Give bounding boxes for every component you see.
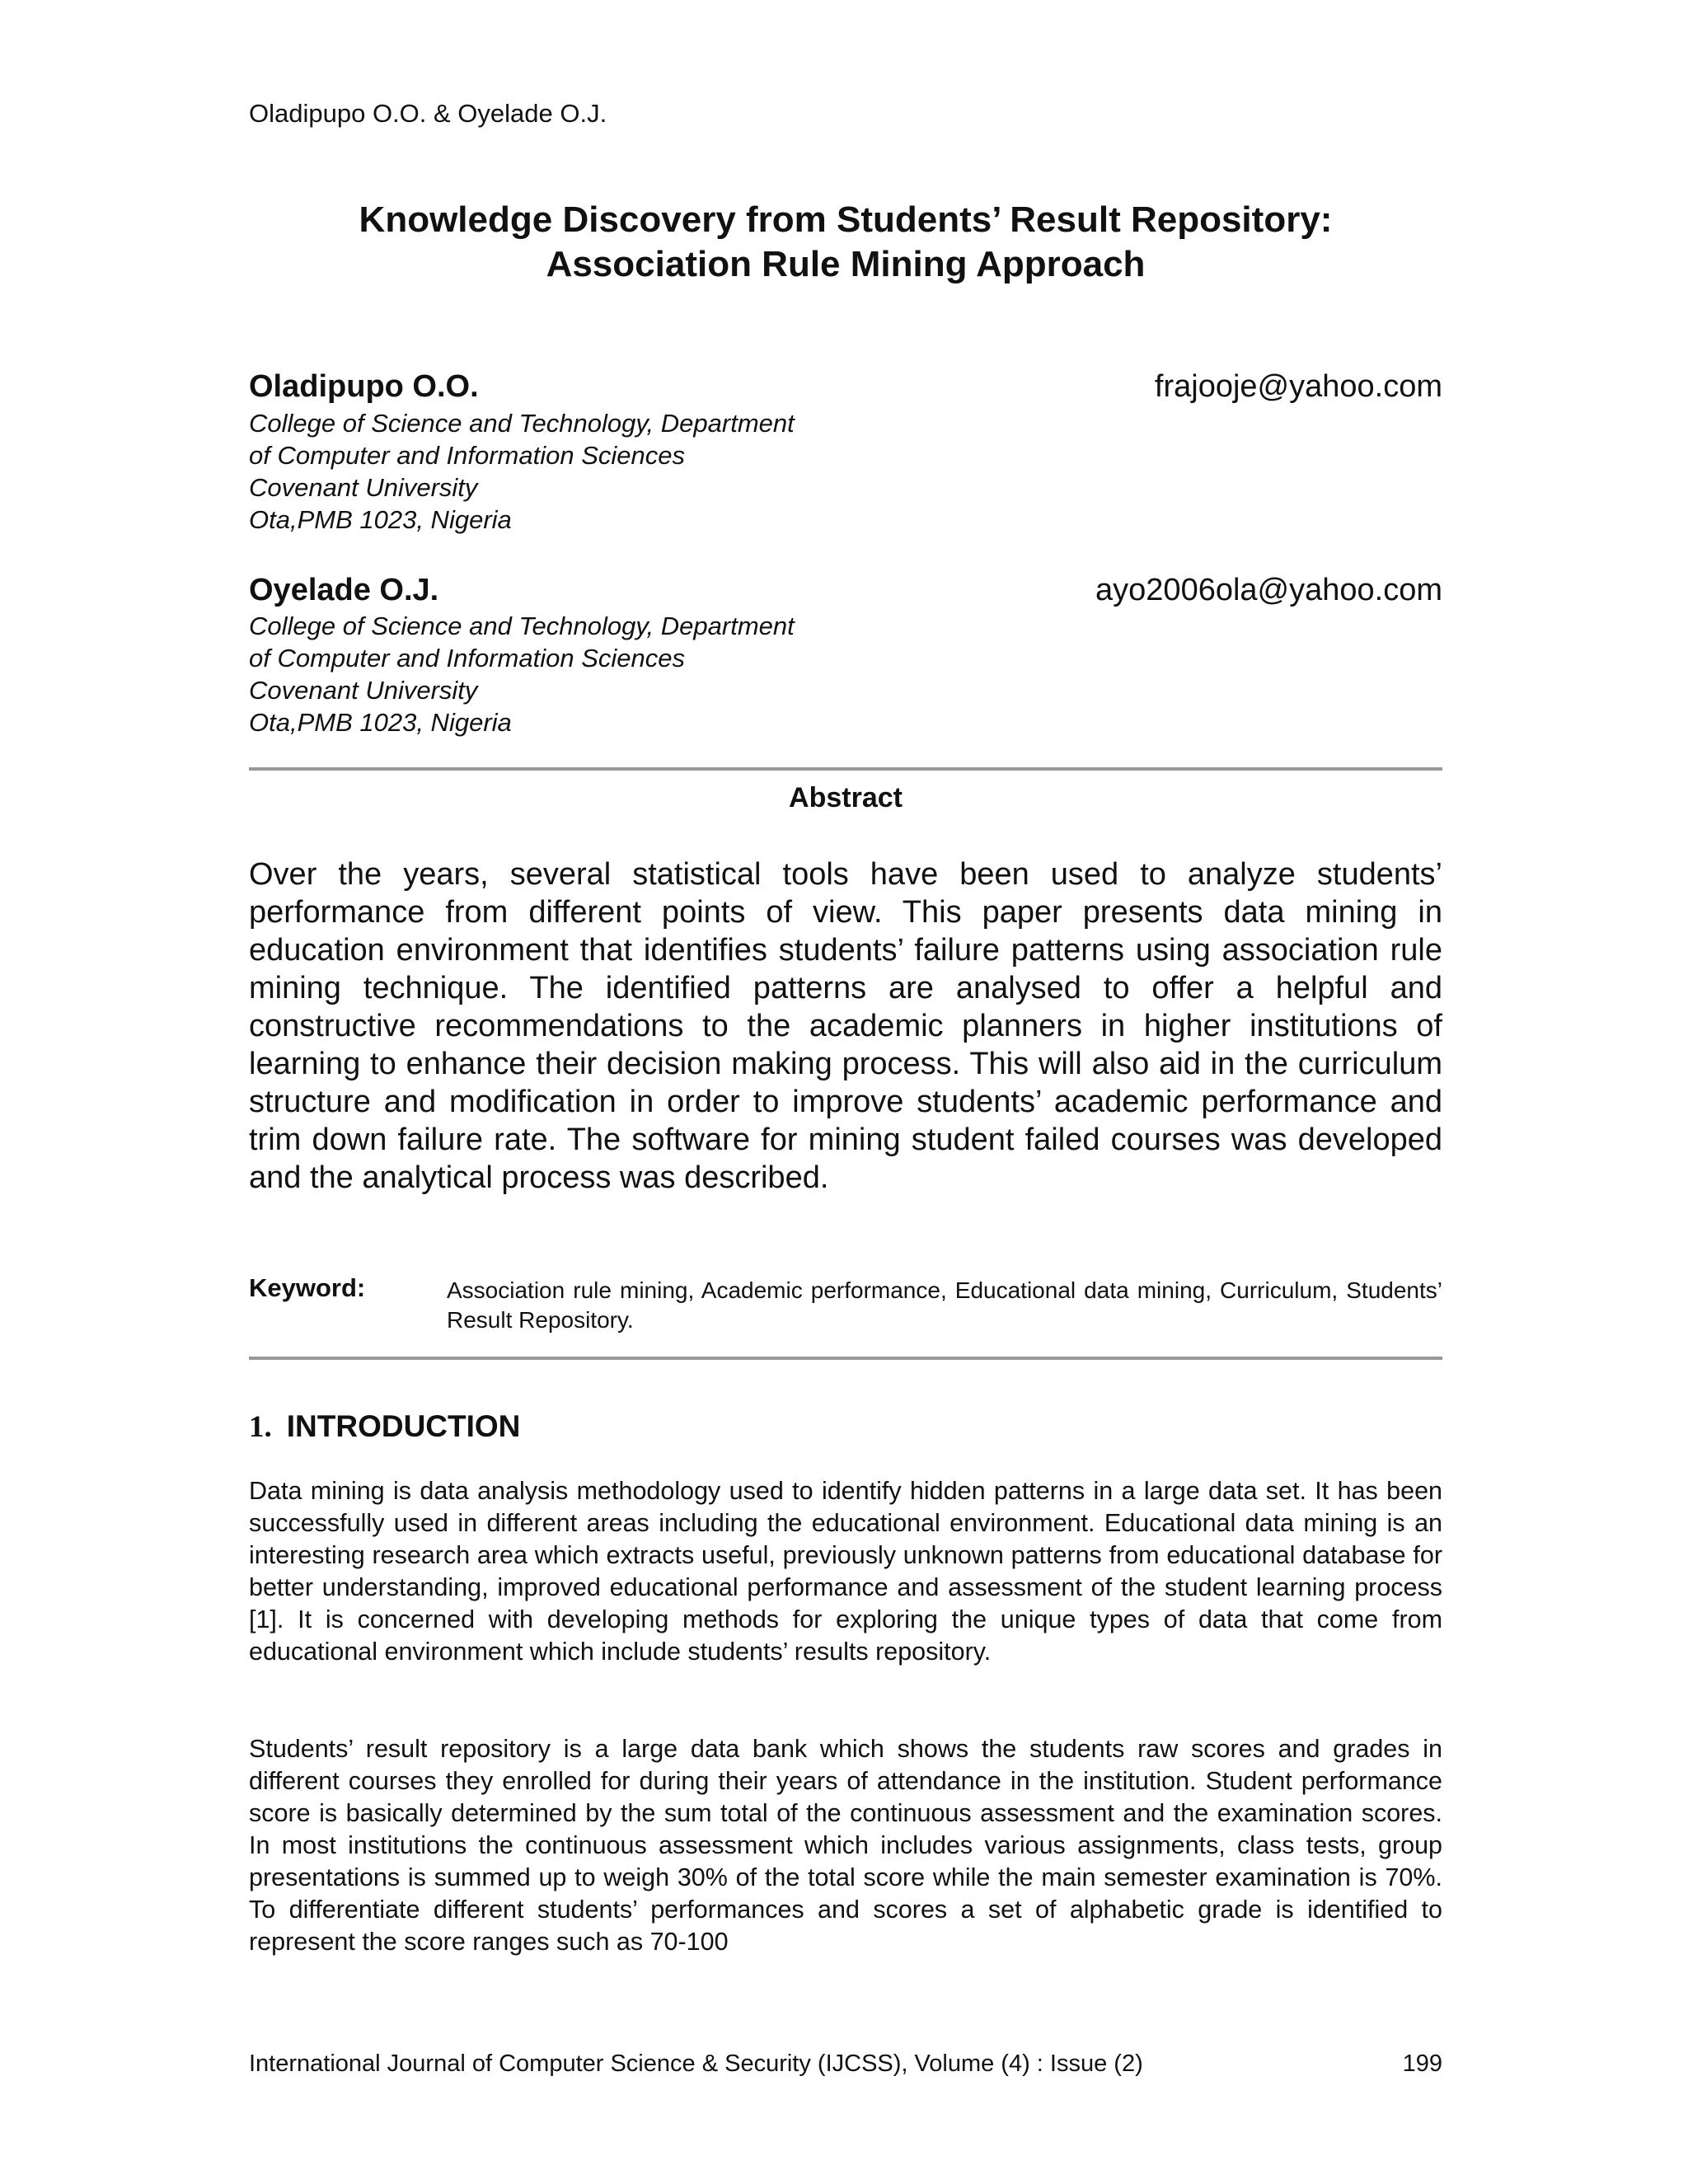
divider-top <box>249 767 1442 771</box>
keyword-text: Association rule mining, Academic performance, Educational data mining, Curriculum, Students’ Result Repository. <box>447 1277 1442 1333</box>
affiliation-line: of Computer and Information Sciences <box>249 644 685 673</box>
footer-journal: International Journal of Computer Science & Security (IJCSS), Volume (4) : Issue (2) <box>249 2050 1143 2077</box>
paper-title <box>249 198 1442 287</box>
affiliation-line: of Computer and Information Sciences <box>249 441 685 470</box>
author-2-name: Oyelade O.J. <box>249 573 439 607</box>
intro-paragraph-2: Students’ result repository is a large data bank which shows the students raw scores and grades in different courses they enrolled for during their years of attendance in the institution. Student performance score is basically determined by the sum total of the continuous assessment and the examination scores. In most institutions the continuous assessment which includes various assignments, class tests, group presentations is summed up to weigh 30% of the total score while the main semester examination is 70%. To differentiate different students’ performances and scores a set of alphabetic grade is identified to represent the score ranges such as 70-100 <box>249 1735 1442 1956</box>
affiliation-line: Covenant University <box>249 676 478 705</box>
affiliation-line: Ota,PMB 1023, Nigeria <box>249 708 512 737</box>
author-1-affiliation <box>249 407 795 536</box>
section-heading <box>249 1409 520 1445</box>
affiliation-line: Covenant University <box>249 473 478 502</box>
author-1-name: Oladipupo O.O. <box>249 369 479 404</box>
footer-page-number: 199 <box>1402 2050 1442 2077</box>
running-head: Oladipupo O.O. & Oyelade O.J. <box>249 99 607 128</box>
abstract-text: Over the years, several statistical tools have been used to analyze students’ performance from different points of view. This paper presents data mining in education environment that identifies students’ failure patterns using association rule mining technique. The identified patterns are analysed to offer a helpful and constructive recommendations to the academic planners in higher institutions of learning to enhance their decision making process. This will also aid in the curriculum structure and modification in order to improve students’ academic performance and trim down failure rate. The software for mining student failed courses was developed and the analytical process was described. <box>249 857 1442 1195</box>
abstract-heading: Abstract <box>789 782 903 813</box>
author-2-affiliation <box>249 610 795 738</box>
affiliation-line: Ota,PMB 1023, Nigeria <box>249 505 512 534</box>
divider-bottom <box>249 1357 1442 1360</box>
section-number: 1. <box>249 1410 272 1444</box>
intro-paragraph-1: Data mining is data analysis methodology used to identify hidden patterns in a large data set. It has been successfully used in different areas including the educational environment. Educational data mining is an interesting research area which extracts useful, previously unknown patterns from educational database for better understanding, improved educational performance and assessment of the student learning process [1]. It is concerned with developing methods for exploring the unique types of data that come from educational environment which include students’ results repository. <box>249 1477 1442 1666</box>
author-1-email: frajooje@yahoo.com <box>1154 369 1442 404</box>
keyword-label: Keyword: <box>249 1273 366 1302</box>
author-2-email: ayo2006ola@yahoo.com <box>1095 573 1442 607</box>
title-line-1: Knowledge Discovery from Students’ Result Repository: <box>359 199 1333 240</box>
affiliation-line: College of Science and Technology, Department <box>249 409 795 438</box>
section-title: INTRODUCTION <box>286 1409 521 1443</box>
affiliation-line: College of Science and Technology, Department <box>249 612 795 640</box>
title-line-2: Association Rule Mining Approach <box>546 244 1146 284</box>
